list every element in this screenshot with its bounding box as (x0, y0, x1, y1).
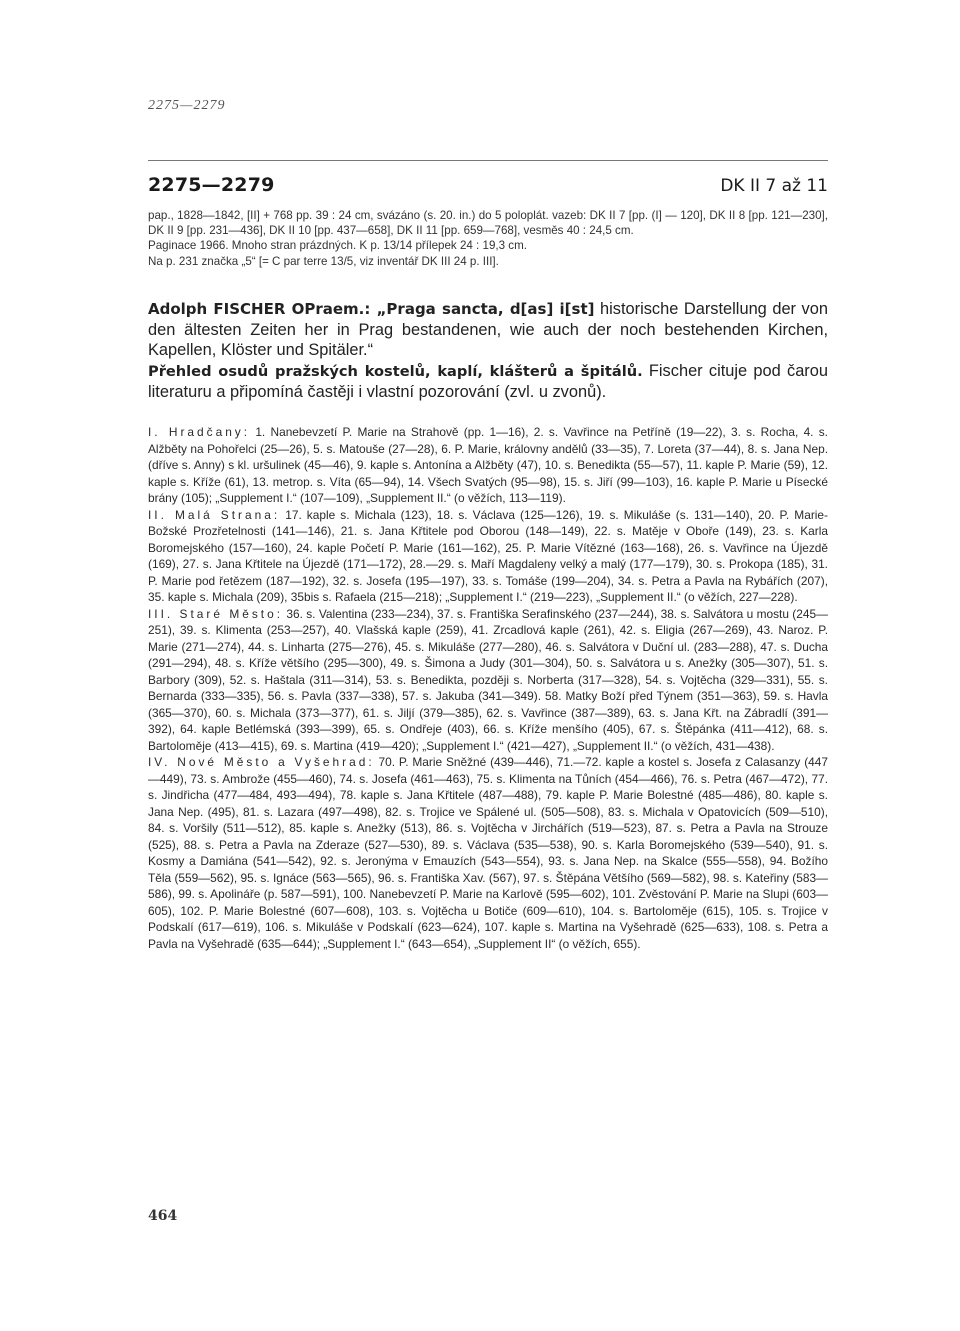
entry-range: 2275—2279 (148, 174, 275, 196)
section-label: II. Malá Strana: (148, 507, 281, 522)
section-hradcany (148, 424, 828, 507)
section-label: IV. Nové Město a Vyšehrad: (148, 755, 375, 769)
entry-signature: DK II 7 až 11 (720, 176, 828, 196)
entry-heading (148, 174, 828, 196)
physical-description-line: pap., 1828—1842, [II] + 768 pp. 39 : 24 cm, svázáno (s. 20. in.) do 5 poloplát. vazeb: DK II 7 [pp. (I] — 120], DK II 8 [pp. 121—230], DK II 9 [pp. 231—436], DK II 10 [pp. 437—658], DK II 11 [pp. 659—768], vesměs 40 : 24,5 cm. (148, 209, 828, 238)
section-text: 17. kaple s. Michala (123), 18. s. Václava (125—126), 19. s. Mikuláše (s. 131—140), 20. P. Marie-Božské Prozřetelnosti (141—146), 21. s. Jana Křtitele pod Oborou (148—149), 22. s. Matěje v Oboře (149), 23. s. Karla Boromejského (157—160), 24. kaple Početí P. Marie (161—162), 25. P. Marie Vítězné (163—168), 26. s. Vavřince na Újezdě (169), 27. s. Jana Křtitele na Újezdě (171—172), 28.—29. s. Maří Magdaleny velký a malý (177—179), 30. s. Prokopa (185), 31. P. Marie pod řetězem (187—192), 32. s. Josefa (195—197), 33. s. Tomáše (199—204), 34. s. Petra a Pavla na Rybářích (207), 35. kaple s. Michala (209), 35bis s. Rafaela (215—218); „Supplement I.“ (219—223), „Supplement II.“ (o věžích, 227—228). (148, 507, 828, 604)
section-text: 70. P. Marie Sněžné (439—446), 71.—72. kaple a kostel s. Josefa z Calasanzy (447—449), 73. s. Ambrože (455—460), 74. s. Josefa (461—463), 75. s. Klimenta na Tůních (454—466), 76. s. Petra (467—472), 77. s. Jindřicha (477—484, 493—494), 78. kaple s. Jana Křtitele (487—488), 79. kaple P. Marie Bolestné (485—486), 80. kaple s. Jana Nep. (495), 81. s. Lazara (497—498), 82. s. Trojice ve Spálené ul. (505—508), 83. s. Michala v Opatovicích (509—510), 84. s. Voršily (511—512), 85. kaple s. Anežky (513), 86. s. Vojtěcha v Jirchářích (519—523), 87. s. Petra a Pavla na Strouze (525), 88. s. Petra a Pavla na Zderaze (527—530), 89. s. Václava (535—538), 90. s. Karla Boromejského (539—540), 91. s. Kosmy a Damiána (541—542), 92. s. Jeronýma v Emauzích (543—554), 93. s. Jana Nep. na Skalce (555—558), 94. Božího Těla (559—562), 95. s. Ignáce (563—565), 96. s. Františka Xav. (567), 97. s. Štěpána Většího (569—582), 98. s. Kateřiny (583—586), 99. s. Apolináře (p. 587—591), 100. Nanebevzetí P. Marie na Karlově (595—602), 101. Zvěstování P. Marie na Slupi (603—605), 102. P. Marie Bolestné (607—608), 103. s. Vojtěcha u Botiče (609—610), 104. s. Bartoloměje (615), 105. s. Trojice v Podskalí (617—619), 106. s. Mikuláše v Podskalí (623—624), 107. kaple s. Martina na Vyšehradě (625—633), 108. s. Petra a Pavla na Vyšehradě (635—644); „Supplement I.“ (643—654), „Supplement II“ (o věžích, 655). (148, 755, 828, 951)
section-text: 1. Nanebevzetí P. Marie na Strahově (pp. 1—16), 2. s. Vavřince na Petříně (19—22), 3. s. Rocha, 4. s. Alžběty na Pohořelci (25—26), 5. s. Matouše (27—28), 6. P. Marie, královny andělů (33—35), 7. Loreta (37—44), 8. s. Jana Nep. (dříve s. Anny) s kl. uršulinek (45—46), 9. kaple s. Antonína a Alžběty (47), 10. s. Benedikta (55—57), 11. kaple P. Marie (59), 12. kaple s. Kříže (61), 13. metrop. s. Víta (65—94), 14. Všech Svatých (95—98), 15. s. Jiří (99—103), 16. kaple P. Marie u Písecké brány (105); „Supplement I.“ (107—109), „Supplement II.“ (o věžích, 113—119). (148, 425, 828, 505)
title-block (148, 299, 828, 403)
summary-bold: Přehled osudů pražských kostelů, kaplí, klášterů a špitálů. (148, 362, 643, 380)
section-nove-mesto (148, 754, 828, 952)
summary-rest: Fischer cituje pod čarou literaturu a připomíná častěji i vlastní pozorování (zvl. u zvonů). (148, 361, 828, 402)
physical-description (148, 208, 828, 269)
section-label: I. Hradčany: (148, 425, 251, 439)
section-mala-strana (148, 507, 828, 606)
section-label: III. Staré Město: (148, 606, 284, 621)
summary-paragraph (148, 361, 828, 403)
contents-list (148, 424, 828, 952)
title-paragraph: Adolph FISCHER OPraem.: „Praga sancta, d[as] i[st] historische Darstellung der von den ältesten Zeiten her in Prag bestandenen, wie auch der noch bestehenden Kirchen, Kapellen, Klöster und Spitäler.“ (148, 300, 828, 360)
section-text: 36. s. Valentina (233—234), 37. s. Františka Serafinského (237—244), 38. s. Salvátora u mostu (245—251), 39. s. Klimenta (253—257), 40. Vlašská kaple (259), 41. Zrcadlová kaple (261), 42. s. Eligia (267—269), 43. Naroz. P. Marie (271—274), 44. s. Linharta (275—276), 45. s. Mikuláše (277—280), 46. s. Salvátora v Duční ul. (283—288), 47. s. Ducha (291—294), 48. s. Kříže většího (295—300), 49. s. Šimona a Judy (301—304), 50. s. Salvátora u s. Anežky (305—307), 51. s. Barbory (309), 52. s. Haštala (311—314), 53. s. Benedikta, později s. Norberta (317—328), 54. s. Vojtěcha (329—331), 55. s. Bernarda (333—335), 56. s. Pavla (337—338), 57. s. Jakuba (341—349). 58. Matky Boží před Týnem (351—363), 59. s. Havla (365—370), 60. s. Michala (373—377), 61. s. Jiljí (379—385), 62. s. Vavřince (387—389), 63. s. Jana Křt. na Zábradlí (391—392), 64. kaple Betlémská (393—399), 65. s. Ondřeje (403), 66. s. Kříže menšího (405), 67. s. Štěpánka (411—412), 68. s. Bartoloměje (413—415), 69. s. Martina (419—420); „Supplement I.“ (421—427), „Supplement II.“ (o věžích, 431—438). (148, 606, 828, 753)
physical-description-line: Na p. 231 značka „5“ [= C par terre 13/5, viz inventář DK III 24 p. III]. (148, 254, 499, 268)
section-stare-mesto (148, 606, 828, 755)
title-rest: historische Darstellung der von den ältesten Zeiten her in Prag bestandenen, wie auch der noch bestehenden Kirchen, Kapellen, Klöster und Spitäler.“ (148, 300, 828, 360)
physical-description-line: Paginace 1966. Mnoho stran prázdných. K p. 13/14 přílepek 24 : 19,3 cm. (148, 239, 527, 253)
author-name: Adolph FISCHER OPraem. (148, 300, 365, 318)
running-head: 2275—2279 (148, 98, 226, 113)
header-rule (148, 160, 828, 161)
title-bold: „Praga sancta, d[as] i[st] (376, 300, 595, 318)
page-number: 464 (148, 1208, 178, 1224)
